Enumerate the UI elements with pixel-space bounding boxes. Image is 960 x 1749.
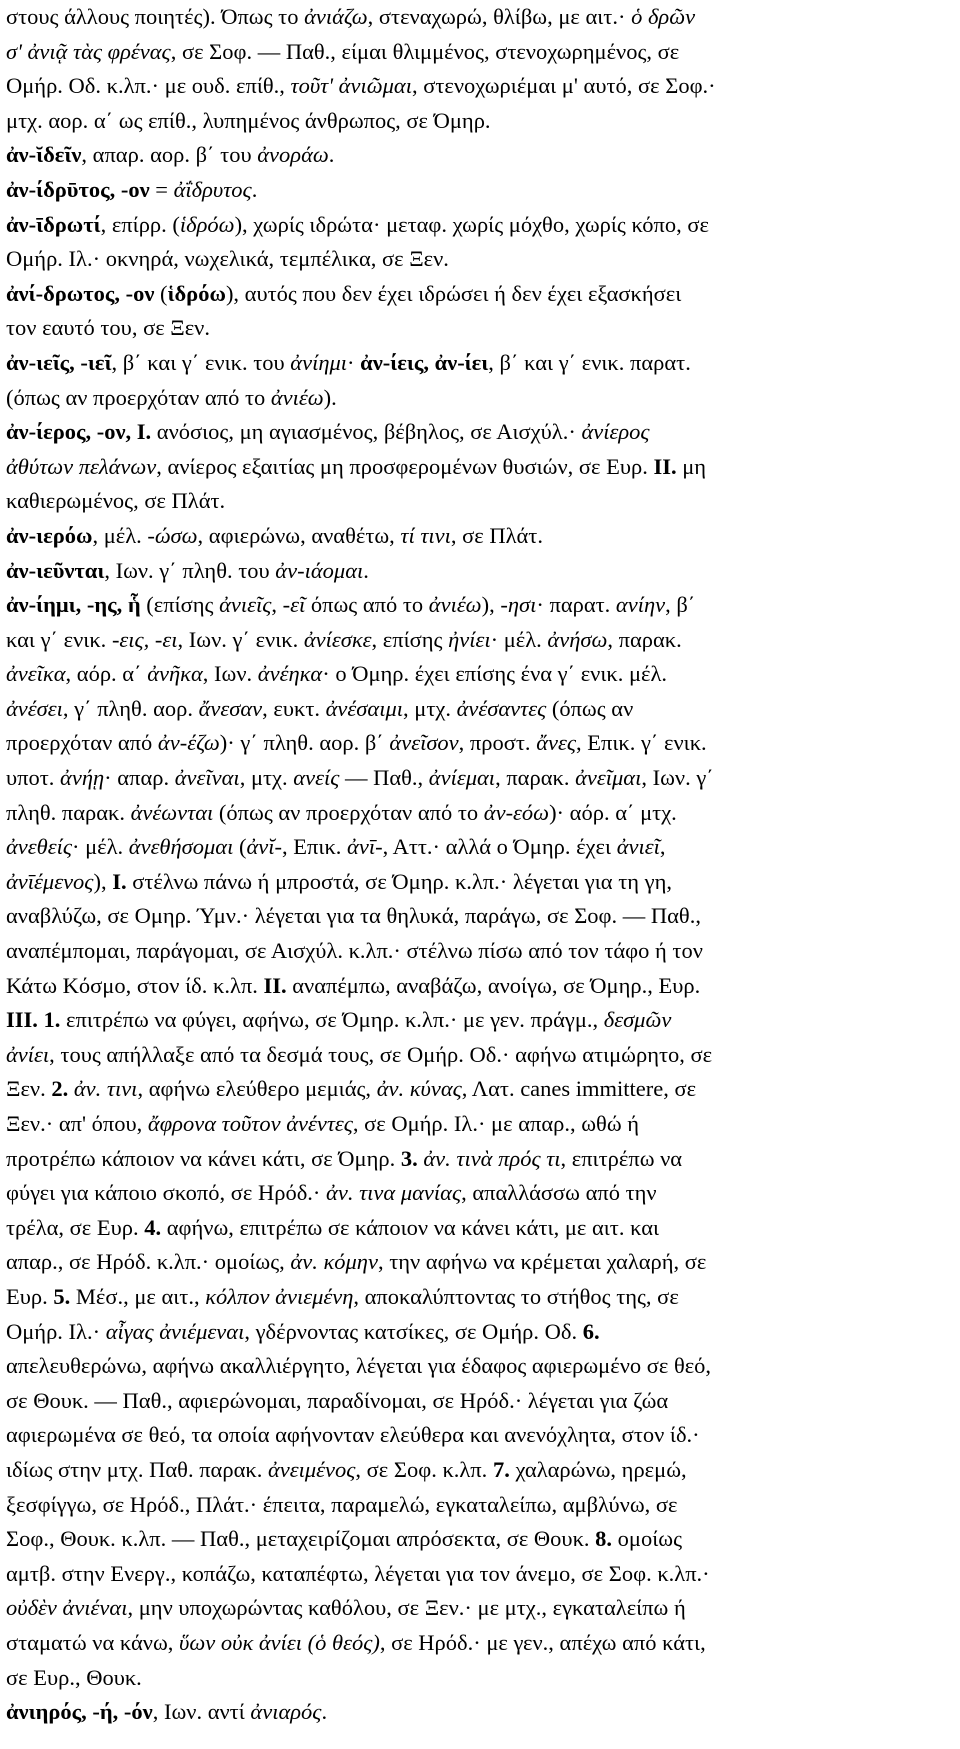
- text-line: [6, 415, 952, 450]
- italic-text: ἀν-έζω: [157, 730, 220, 756]
- body-text: πληθ. παρακ.: [6, 799, 131, 825]
- body-text: ).: [323, 384, 337, 410]
- italic-text: ἀνοράω: [257, 142, 329, 168]
- body-text: , επίσης: [371, 626, 449, 652]
- text-line: [6, 726, 952, 761]
- body-text: προερχόταν από: [6, 730, 158, 756]
- italic-text: ἀνεθείς: [6, 834, 72, 860]
- body-text: , μέλ.: [92, 522, 148, 548]
- body-text: , Αττ.· αλλά ο Όμηρ. έχει: [382, 834, 617, 860]
- text-line: [6, 588, 952, 623]
- italic-text: ἠνίει: [448, 626, 491, 652]
- body-text: μη: [676, 453, 707, 479]
- italic-text: ἀνέσαιμι: [325, 695, 403, 721]
- text-line: [6, 1522, 952, 1557]
- text-line: [6, 519, 952, 554]
- italic-text: ἀνιέω: [270, 384, 324, 410]
- text-line: [6, 1488, 952, 1523]
- text-line: [6, 1107, 952, 1142]
- body-text: αναβλύζω, σε Ομηρ. Ύμν.· λέγεται για τα θηλυκά, παράγω, σε Σοφ. — Παθ.,: [6, 903, 701, 929]
- italic-text: ὕων οὐκ ἀνίει (ὁ θεός): [179, 1629, 380, 1655]
- body-text: όπως από το: [305, 592, 429, 618]
- body-text: , σε Ηρόδ.· με γεν., απέχω από κάτι,: [379, 1629, 706, 1655]
- headword-text: III. 1.: [6, 1007, 61, 1033]
- headword-text: II.: [263, 972, 287, 998]
- body-text: και γ΄ ενικ.: [6, 626, 112, 652]
- body-text: Σοφ., Θουκ. κ.λπ. — Παθ., μεταχειρίζομαι απρόσεκτα, σε Θουκ.: [6, 1526, 596, 1552]
- body-text: , σε Σοφ. κ.λπ.: [355, 1456, 493, 1482]
- text-line: [6, 1245, 952, 1280]
- headword-text: 2.: [51, 1076, 69, 1102]
- body-text: σε Ευρ., Θουκ.: [6, 1664, 142, 1690]
- headword-text: 6.: [582, 1318, 600, 1344]
- body-text: επιτρέπω να φύγει, αφήνω, σε Όμηρ. κ.λπ.· με γεν. πράγμ.,: [60, 1007, 604, 1033]
- body-text: )· γ΄ πληθ. αορ. β΄: [219, 730, 390, 756]
- body-text: Ομήρ. Ιλ.·: [6, 1318, 106, 1344]
- body-text: , Επικ.: [282, 834, 348, 860]
- italic-text: -ησι: [500, 592, 537, 618]
- italic-text: ἀνεῖκα: [6, 661, 66, 687]
- italic-text: ἀν-εόω: [483, 799, 550, 825]
- body-text: , επίρρ. (: [100, 211, 180, 237]
- body-text: (: [233, 834, 247, 860]
- text-line: [6, 1557, 952, 1592]
- body-text: , Ιων. αντί: [152, 1699, 251, 1725]
- text-line: [6, 1211, 952, 1246]
- body-text: (όπως αν προερχόταν από το: [6, 384, 271, 410]
- text-line: [6, 1072, 952, 1107]
- body-text: — Παθ.,: [339, 765, 429, 791]
- italic-text: ἀνῆκα: [147, 661, 203, 687]
- text-line: [6, 484, 952, 519]
- body-text: .: [363, 557, 369, 583]
- italic-text: ἀνῐ-: [246, 834, 283, 860]
- text-line: [6, 899, 952, 934]
- body-text: (όπως αν προερχόταν από το: [213, 799, 484, 825]
- italic-text: ἀνιέω: [428, 592, 482, 618]
- body-text: στέλνω πάνω ή μπροστά, σε Όμηρ. κ.λπ.· λέγεται για τη γη,: [126, 868, 672, 894]
- italic-text: ἀνεῖμαι: [575, 765, 642, 791]
- body-text: )· αόρ. α΄ μτχ.: [549, 799, 677, 825]
- italic-text: αἶγας ἀνιέμεναι: [105, 1318, 245, 1344]
- headword-text: ἀν-ιερόω: [6, 522, 93, 548]
- italic-text: κόλπον ἀνιεμένη: [205, 1283, 354, 1309]
- body-text: =: [149, 176, 174, 202]
- italic-text: ἀν-ιάομαι: [275, 557, 364, 583]
- body-text: στους άλλους ποιητές). Όπως το: [6, 4, 305, 29]
- headword-text: ἀν-ιεῦνται: [6, 557, 105, 583]
- headword-text: ἀν-ίερος, -ον, I.: [6, 419, 152, 445]
- italic-text: ἀνῑ-: [347, 834, 383, 860]
- text-line: [6, 796, 952, 831]
- italic-text: ἀν. κόμην: [290, 1249, 378, 1275]
- italic-text: ανείς: [293, 765, 340, 791]
- body-text: , Επικ. γ΄ ενικ.: [575, 730, 707, 756]
- italic-text: ἀνέσαντες: [456, 695, 547, 721]
- body-text: , αφιερώνω, αναθέτω,: [197, 522, 401, 548]
- headword-text: ἀν-ῑδρωτί: [6, 211, 101, 237]
- text-line: [6, 0, 952, 35]
- italic-text: τοῦτ' ἀνιῶμαι: [290, 73, 412, 99]
- text-line: [6, 969, 952, 1004]
- body-text: αναπέμπω, αναβάζω, ανοίγω, σε Όμηρ., Ευρ.: [286, 972, 701, 998]
- italic-text: ἀνιεῖς: [219, 592, 272, 618]
- headword-text: ἀν-ίημι, -ης, ἧ: [6, 592, 141, 618]
- italic-text: ἀνιάζω: [304, 4, 368, 29]
- body-text: , επιτρέπω να: [560, 1145, 683, 1171]
- body-text: ανόσιος, μη αγιασμένος, βέβηλος, σε Αισχύλ.·: [151, 419, 582, 445]
- italic-text: ἀνίημι: [290, 349, 348, 375]
- text-line: [6, 1695, 952, 1730]
- body-text: , γ΄ πληθ. αορ.: [62, 695, 199, 721]
- text-line: [6, 865, 952, 900]
- body-text: ), αυτός που δεν έχει ιδρώσει ή δεν έχει εξασκήσει: [225, 280, 682, 306]
- body-text: , την αφήνω να κρέμεται χαλαρή, σε: [377, 1249, 707, 1275]
- headword-text: ἀνιηρός, -ή, -όν: [6, 1699, 153, 1725]
- headword-text: 5.: [53, 1283, 71, 1309]
- body-text: Ευρ.: [6, 1283, 54, 1309]
- body-text: ομοίως: [612, 1526, 682, 1552]
- body-text: Μέσ., με αιτ.,: [70, 1283, 206, 1309]
- body-text: , Ιων.: [202, 661, 258, 687]
- italic-text: ἀθύτων πελάνων: [6, 453, 157, 479]
- italic-text: δεσμῶν: [603, 1007, 672, 1033]
- text-line: [6, 554, 952, 589]
- body-text: , τους απήλλαξε από τα δεσμά τους, σε Ομήρ. Οδ.· αφήνω ατιμώρητο, σε: [49, 1041, 713, 1067]
- text-line: [6, 346, 952, 381]
- body-text: , β΄ και γ΄ ενικ. του: [111, 349, 291, 375]
- text-line: [6, 138, 952, 173]
- italic-text: ἀνιαρός: [250, 1699, 322, 1725]
- italic-text: ἀνέσει: [6, 695, 63, 721]
- headword-text: ἱδρόω: [167, 280, 226, 306]
- body-text: , παρακ.: [607, 626, 682, 652]
- text-line: [6, 1315, 952, 1350]
- body-text: Κάτω Κόσμο, στον ίδ. κ.λπ.: [6, 972, 264, 998]
- text-line: [6, 311, 952, 346]
- body-text: ,: [659, 834, 666, 860]
- italic-text: ἄνες: [536, 730, 576, 756]
- text-line: [6, 1280, 952, 1315]
- text-line: [6, 1453, 952, 1488]
- italic-text: ἀν. τινι: [73, 1076, 138, 1102]
- italic-text: ἀν. τινα μανίας: [326, 1180, 462, 1206]
- body-text: καθιερωμένος, σε Πλάτ.: [6, 488, 226, 514]
- body-text: .: [251, 176, 258, 202]
- body-text: Ξεν.· απ' όπου,: [6, 1111, 148, 1136]
- body-text: , απαλλάσσω από την: [461, 1180, 657, 1206]
- body-text: , προστ.: [458, 730, 537, 756]
- text-line: [6, 1349, 952, 1384]
- text-line: [6, 69, 952, 104]
- body-text: , Ιων. γ΄ ενικ.: [177, 626, 304, 652]
- headword-text: 8.: [595, 1526, 613, 1552]
- text-line: [6, 1038, 952, 1073]
- body-text: μτχ. αορ. α΄ ως επίθ., λυπημένος άνθρωπος, σε Όμηρ.: [6, 107, 491, 133]
- body-text: · μέλ.: [490, 626, 548, 652]
- italic-text: ἀνεῖναι: [174, 765, 240, 791]
- text-line: [6, 1176, 952, 1211]
- headword-text: I.: [112, 868, 127, 894]
- text-line: [6, 35, 952, 70]
- italic-text: -εις, -ει: [111, 626, 178, 652]
- body-text: .: [328, 142, 335, 168]
- body-text: (: [154, 280, 168, 306]
- italic-text: ἀνήῃ: [60, 765, 105, 791]
- italic-text: ἄνεσαν: [198, 695, 263, 721]
- body-text: , ευκτ.: [262, 695, 326, 721]
- italic-text: ἀνίεμαι: [428, 765, 496, 791]
- body-text: , απαρ. αορ. β΄ του: [81, 142, 258, 168]
- italic-text: ἄφρονα τοῦτον ἀνέντες: [147, 1111, 353, 1136]
- body-text: τρέλα, σε Ευρ.: [6, 1214, 145, 1240]
- body-text: Ξεν.: [6, 1076, 52, 1102]
- text-line: [6, 1418, 952, 1453]
- body-text: φύγει για κάποιο σκοπό, σε Ηρόδ.·: [6, 1180, 327, 1206]
- text-line: [6, 1626, 952, 1661]
- body-text: , σε Πλάτ.: [450, 522, 543, 548]
- text-line: [6, 761, 952, 796]
- italic-text: ανίην: [615, 592, 666, 618]
- body-text: χαλαρώνω, ηρεμώ,: [509, 1456, 687, 1482]
- text-line: [6, 208, 952, 243]
- body-text: προτρέπω κάποιον να κάνει κάτι, σε Όμηρ.: [6, 1145, 401, 1171]
- body-text: , β΄: [665, 592, 696, 618]
- text-line: [6, 381, 952, 416]
- body-text: Ομήρ. Ιλ.· οκνηρά, νωχελικά, τεμπέλικα, σε Ξεν.: [6, 246, 449, 272]
- text-line: [6, 657, 952, 692]
- body-text: , μτχ.: [403, 695, 457, 721]
- italic-text: ἀνίεσκε: [303, 626, 372, 652]
- body-text: αφιερωμένα σε θεό, τα οποία αφήνονταν ελεύθερα και ανενόχλητα, στον ίδ.·: [6, 1422, 700, 1448]
- italic-text: ἀνεθήσομαι: [128, 834, 234, 860]
- body-text: (επίσης: [140, 592, 220, 618]
- body-text: , αποκαλύπτοντας το στήθος της, σε: [353, 1283, 679, 1309]
- body-text: , μτχ.: [239, 765, 294, 791]
- body-text: , σε Ομήρ. Ιλ.· με απαρ., ωθώ ή: [352, 1111, 640, 1136]
- body-text: αμτβ. στην Ενεργ., κοπάζω, καταπέφτω, λέγεται για τον άνεμο, σε Σοφ. κ.λπ.·: [6, 1560, 710, 1586]
- body-text: τον εαυτό του, σε Ξεν.: [6, 315, 210, 341]
- text-line: [6, 623, 952, 658]
- headword-text: ἀν-ῐδεῖν: [6, 142, 82, 168]
- body-text: ιδίως στην μτχ. Παθ. παρακ.: [6, 1456, 268, 1482]
- headword-text: 7.: [492, 1456, 510, 1482]
- body-text: , Ιων. γ΄ πληθ. του: [104, 557, 276, 583]
- body-text: · απαρ.: [104, 765, 175, 791]
- body-text: ),: [481, 592, 501, 618]
- body-text: σταματώ να κάνω,: [6, 1629, 180, 1655]
- italic-text: ἀνέηκα: [257, 661, 323, 687]
- italic-text: ἀνειμένος: [267, 1456, 356, 1482]
- italic-text: ἀν. τινὰ πρός τι: [423, 1145, 561, 1171]
- body-text: υποτ.: [6, 765, 61, 791]
- headword-text: ἀν-ίδρῡτος, -ον: [6, 176, 150, 202]
- text-line: [6, 173, 952, 208]
- body-text: · ο Όμηρ. έχει επίσης ένα γ΄ ενικ. μέλ.: [322, 661, 668, 687]
- text-line: [6, 1661, 952, 1696]
- body-text: · παρατ.: [536, 592, 616, 618]
- text-line: [6, 934, 952, 969]
- body-text: απαρ., σε Ηρόδ. κ.λπ.· ομοίως,: [6, 1249, 291, 1275]
- text-line: [6, 1591, 952, 1626]
- text-line: [6, 450, 952, 485]
- text-line: [6, 242, 952, 277]
- italic-text: ἀνήσω: [547, 626, 608, 652]
- headword-text: 3.: [400, 1145, 418, 1171]
- text-line: [6, 104, 952, 139]
- headword-text: 4.: [144, 1214, 162, 1240]
- italic-text: οὐδὲν ἀνιέναι: [6, 1595, 128, 1621]
- italic-text: ἀνιεῖ: [616, 834, 660, 860]
- body-text: ξεσφίγγω, σε Ηρόδ., Πλάτ.· έπειτα, παραμελώ, εγκαταλείπω, αμβλύνω, σε: [6, 1491, 678, 1517]
- italic-text: -εῖ: [282, 592, 306, 618]
- italic-text: ἀνέωνται: [130, 799, 214, 825]
- body-text: , παρακ.: [495, 765, 576, 791]
- italic-text: ἀνῑέμενος: [6, 868, 94, 894]
- body-text: ·: [347, 349, 361, 375]
- body-text: ,: [271, 592, 283, 618]
- italic-text: ἱδρόω: [179, 211, 235, 237]
- body-text: σε Θουκ. — Παθ., αφιερώνομαι, παραδίνομαι, σε Ηρόδ.· λέγεται για ζώα: [6, 1387, 669, 1413]
- body-text: , αφήνω ελεύθερο μεμιάς,: [137, 1076, 377, 1102]
- italic-text: ἀν. κύνας: [376, 1076, 462, 1102]
- body-text: (όπως αν: [546, 695, 634, 721]
- body-text: Ομήρ. Οδ. κ.λπ.· με ουδ. επίθ.,: [6, 73, 291, 99]
- body-text: αναπέμπομαι, παράγομαι, σε Αισχύλ. κ.λπ.· στέλνω πίσω από τον τάφο ή τον: [6, 938, 703, 964]
- headword-text: ἀνί-δρωτος, -ον: [6, 280, 155, 306]
- body-text: , σε Σοφ. — Παθ., είμαι θλιμμένος, στενοχωρημένος, σε: [170, 38, 680, 64]
- body-text: , μην υποχωρώντας καθόλου, σε Ξεν.· με μτχ., εγκαταλείπω ή: [127, 1595, 686, 1621]
- text-line: [6, 830, 952, 865]
- headword-text: ἀν-ιεῖς, -ιεῖ: [6, 349, 112, 375]
- italic-text: ἀΐδρυτος: [173, 176, 252, 202]
- body-text: , ανίερος εξαιτίας μη προσφερομένων θυσιών, σε Ευρ.: [156, 453, 654, 479]
- italic-text: ἀνεῖσον: [389, 730, 459, 756]
- body-text: , αόρ. α΄: [65, 661, 148, 687]
- body-text: .: [321, 1699, 328, 1725]
- italic-text: -ώσω: [147, 522, 198, 548]
- text-line: [6, 1003, 952, 1038]
- body-text: απελευθερώνω, αφήνω ακαλλιέργητο, λέγεται για έδαφος αφιερωμένο σε θεό,: [6, 1353, 712, 1379]
- headword-text: II.: [653, 453, 677, 479]
- body-text: ),: [93, 868, 113, 894]
- body-text: , γδέρνοντας κατσίκες, σε Ομήρ. Οδ.: [244, 1318, 583, 1344]
- italic-text: σ' ἀνιᾷ τὰς φρένας: [6, 38, 171, 64]
- body-text: · μέλ.: [71, 834, 129, 860]
- body-text: , Λατ. canes immittere, σε: [461, 1076, 697, 1102]
- italic-text: ὁ δρῶν: [631, 4, 696, 29]
- body-text: ), χωρίς ιδρώτα· μεταφ. χωρίς μόχθο, χωρίς κόπο, σε: [234, 211, 709, 237]
- text-line: [6, 1142, 952, 1177]
- italic-text: ἀνίερος: [581, 419, 650, 445]
- body-text: , στεναχωρώ, θλίβω, με αιτ.·: [367, 4, 632, 29]
- italic-text: ἀνίει: [6, 1041, 50, 1067]
- headword-text: ἀν-ίεις, ἀν-ίει: [360, 349, 489, 375]
- text-line: [6, 1384, 952, 1419]
- body-text: , Ιων. γ΄: [641, 765, 714, 791]
- body-text: , στενοχωριέμαι μ' αυτό, σε Σοφ.·: [411, 73, 716, 99]
- body-text: αφήνω, επιτρέπω σε κάποιον να κάνει κάτι, με αιτ. και: [161, 1214, 660, 1240]
- text-line: [6, 692, 952, 727]
- body-text: , β΄ και γ΄ ενικ. παρατ.: [488, 349, 691, 375]
- italic-text: τί τινι: [400, 522, 451, 548]
- text-line: [6, 277, 952, 312]
